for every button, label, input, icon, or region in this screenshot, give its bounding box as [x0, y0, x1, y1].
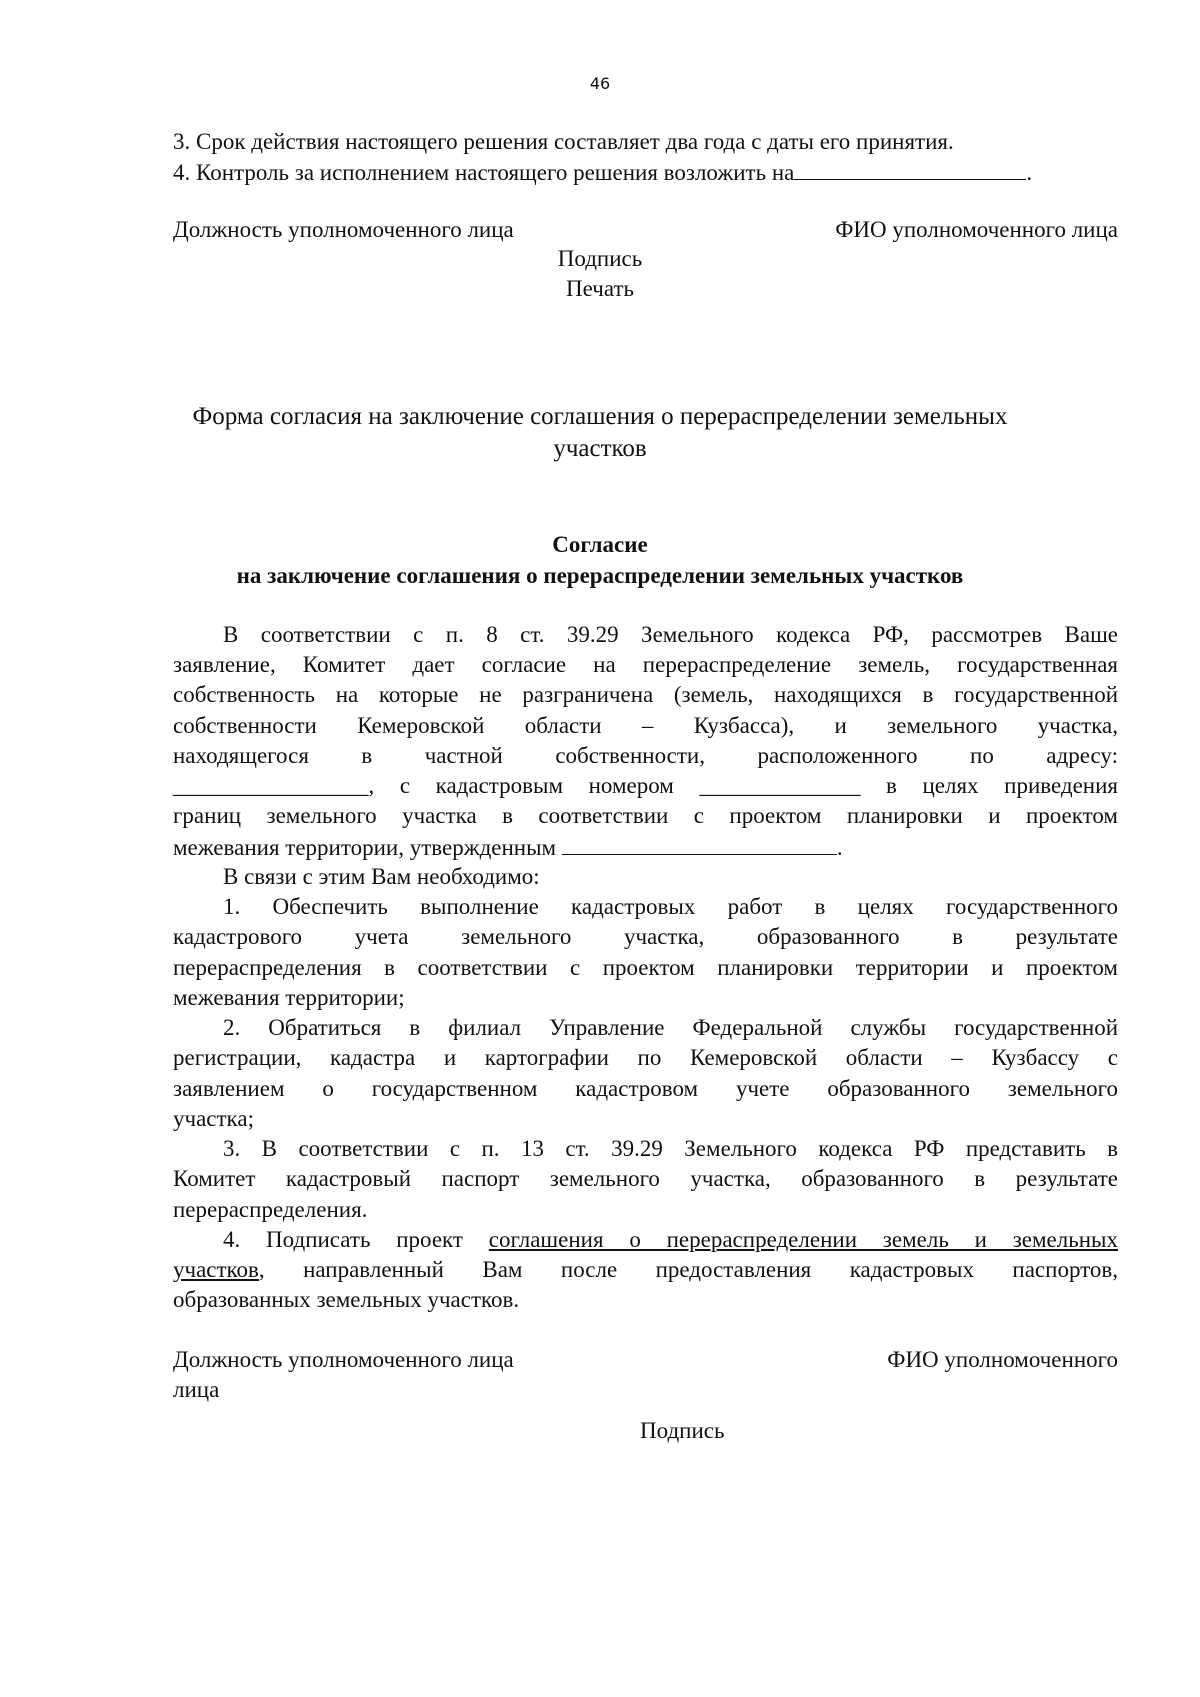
item2-line-1: 2. Обратиться в филиал Управление Федеральной службы государственной	[223, 1015, 1118, 1040]
item1-line-4: межевания территории;	[173, 985, 405, 1010]
item3-line-3: перераспределения.	[173, 1197, 368, 1222]
cadastral-text: , с кадастровым номером	[368, 773, 674, 798]
cadastral-number-blank: ______________	[699, 773, 861, 798]
item2-line-4: участка;	[173, 1106, 254, 1131]
item4-rest: , направленный Вам после предоставления кадастровых паспортов,	[258, 1257, 1118, 1282]
agreement-link-cont[interactable]: участков	[173, 1257, 259, 1282]
page-number: 46	[589, 74, 611, 93]
approved-blank-line	[562, 832, 837, 855]
address-blank: _________________	[173, 773, 369, 798]
decision-item-4	[173, 157, 1032, 188]
official-position-label: Должность уполномоченного лица	[173, 217, 514, 242]
signature-label: Подпись	[557, 246, 643, 271]
cadastral-purpose: в целях приведения	[886, 773, 1119, 798]
bottom-position-label: Должность уполномоченного лица	[173, 1347, 514, 1372]
item3-line-1: 3. В соответствии с п. 13 ст. 39.29 Земельного кодекса РФ представить в	[223, 1136, 1118, 1161]
item1-line-1: 1. Обеспечить выполнение кадастровых работ в целях государственного	[223, 894, 1118, 919]
item4-line-2	[173, 1255, 1118, 1285]
item4-prefix: 4. Подписать проект	[223, 1227, 463, 1252]
item2-line-3: заявлением о государственном кадастровом учете образованного земельного	[173, 1076, 1118, 1101]
intro-line-1: В соответствии с п. 8 ст. 39.29 Земельного кодекса РФ, рассмотрев Ваше	[223, 622, 1118, 647]
official-name-label: ФИО уполномоченного лица	[835, 217, 1118, 242]
approved-text: межевания территории, утвержденным	[173, 835, 557, 860]
intro-line-7: границ земельного участка в соответствии с проектом планировки и проектом	[173, 803, 1118, 828]
item1-line-3: перераспределения в соответствии с проектом планировки территории и проектом	[173, 955, 1118, 980]
intro-line-4: собственности Кемеровской области – Кузбасса), и земельного участка,	[173, 713, 1118, 738]
consent-subtitle: на заключение соглашения о перераспределении земельных участков	[236, 563, 964, 588]
agreement-link[interactable]: соглашения о перераспределении земель и земельных	[488, 1227, 1118, 1252]
seal-label: Печать	[566, 276, 634, 301]
intro-line-3: собственность на которые не разграничена (земель, находящихся в государственной	[173, 682, 1118, 707]
decision-item-4-end: .	[1026, 160, 1033, 185]
approved-end: .	[836, 835, 843, 860]
necessity-line: В связи с этим Вам необходимо:	[223, 864, 540, 889]
item2-line-2: регистрации, кадастра и картографии по Кемеровской области – Кузбассу с	[173, 1045, 1118, 1070]
item1-line-2: кадастрового учета земельного участка, образованного в результате	[173, 924, 1118, 949]
bottom-signature-label: Подпись	[640, 1418, 725, 1443]
intro-line-5: находящегося в частной собственности, расположенного по адресу:	[173, 743, 1118, 768]
intro-line-6	[173, 771, 1118, 801]
item4-line-3: образованных земельных участков.	[173, 1287, 520, 1312]
form-title-line-1: Форма согласия на заключение соглашения о перераспределении земельных	[192, 403, 1008, 430]
consent-title: Согласие	[552, 532, 648, 557]
intro-line-2: заявление, Комитет дает согласие на перераспределение земель, государственная	[173, 652, 1118, 677]
item3-line-2: Комитет кадастровый паспорт земельного участка, образованного в результате	[173, 1166, 1118, 1191]
item4-line-1	[173, 1225, 1118, 1255]
bottom-position-label-cont: лица	[173, 1377, 220, 1402]
decision-item-4-text: 4. Контроль за исполнением настоящего решения возложить на	[173, 160, 795, 185]
blank-line	[794, 157, 1026, 180]
form-title-line-2: участков	[553, 435, 647, 462]
bottom-name-label: ФИО уполномоченного	[887, 1347, 1118, 1372]
decision-item-3: 3. Срок действия настоящего решения составляет два года с даты его принятия.	[173, 129, 954, 154]
intro-line-8	[173, 832, 843, 863]
